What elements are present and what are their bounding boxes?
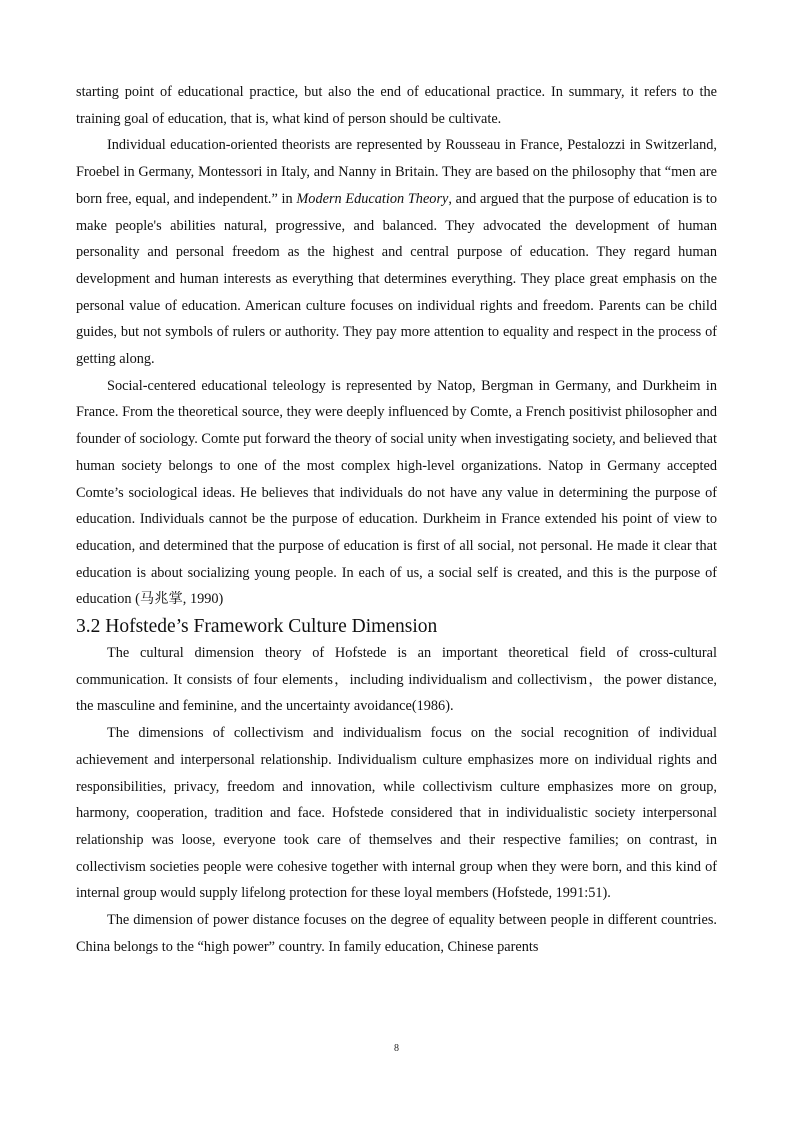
paragraph-collectivism-individualism: The dimensions of collectivism and individualism focus on the social recognition of individual achievement and interpersonal relationship. Individualism culture emphasizes more on individual rights and responsibilities, privacy, freedom and innovation, while collectivism culture emphasizes more on group, harmony, cooperation, tradition and face. Hofstede considered that in individualistic society interpersonal relationship was loose, everyone took care of themselves and their respective families; on contrast, in collectivism societies people were cohesive together with internal group when they were born, and this kind of internal group would supply lifelong protection for these loyal members (Hofstede, 1991:51). bbox=[76, 725, 717, 902]
document-page bbox=[76, 79, 717, 961]
paragraph-cultural-dimension-theory: The cultural dimension theory of Hofstede is an important theoretical field of cross-cultural communication. It consists of four elements，including individualism and collectivism，the power distance, the masculine and feminine, and the uncertainty avoidance(1986). bbox=[76, 645, 717, 715]
page-number: 8 bbox=[394, 1043, 399, 1054]
paragraph-individual-education-text-a: Individual education-oriented theorists are represented by Rousseau in France, Pestalozzi in Switzerland, Froebel in Germany, Montessori in Italy, and Nanny in Britain. They are based on the philosophy that “men are born free, equal, and independent.” in bbox=[76, 137, 717, 207]
paragraph-purpose-of-education: starting point of educational practice, but also the end of educational practice. In summary, it refers to the training goal of education, that is, what kind of person should be cultivate. bbox=[76, 84, 717, 127]
section-heading: 3.2 Hofstede’s Framework Culture Dimension bbox=[76, 616, 438, 638]
paragraph-social-centered-education: Social-centered educational teleology is represented by Natop, Bergman in Germany, and Durkheim in France. From the theoretical source, they were deeply influenced by Comte, a French positivist philosopher and founder of sociology. Comte put forward the theory of social unity when investigating society, and believed that human society belongs to one of the most complex high-level organizations. Natop in Germany accepted Comte’s sociological ideas. He believes that individuals do not have any value in determining the purpose of education. Individuals cannot be the purpose of education. Durkheim in France extended his point of view to education, and determined that the purpose of education is first of all social, not personal. He made it clear that education is about socializing young people. In each of us, a social self is created, and this is the purpose of education (马兆掌, 1990) bbox=[76, 377, 717, 608]
paragraph-individual-education-text-b: , and argued that the purpose of education is to make people's abilities natural, progressive, and balanced. They advocated the development of human personality and personal freedom as the highest and central purpose of education. They regard human development and human interests as everything that determines everything. They place great emphasis on the personal value of education. American culture focuses on individual rights and freedom. Parents can be child guides, but not symbols of rulers or authority. They pay more attention to equality and respect in the process of getting along. bbox=[76, 190, 717, 368]
book-title-modern-education-theory: Modern Education Theory bbox=[296, 190, 449, 207]
paragraph-power-distance: The dimension of power distance focuses on the degree of equality between people in different countries. China belongs to the “high power” country. In family education, Chinese parents bbox=[76, 912, 717, 955]
paragraph-individual-education bbox=[76, 132, 717, 372]
